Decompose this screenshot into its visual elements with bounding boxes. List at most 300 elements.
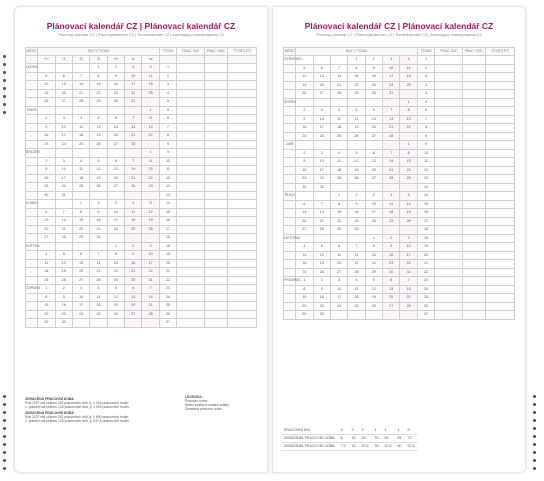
info-hours bbox=[204, 183, 228, 192]
info-days bbox=[435, 209, 463, 218]
day-cell: 8 bbox=[296, 285, 313, 294]
info-days bbox=[177, 89, 205, 98]
info-quarter bbox=[228, 319, 257, 328]
info-days bbox=[177, 81, 205, 90]
day-cell bbox=[330, 311, 347, 320]
day-cell: 3 bbox=[55, 115, 72, 124]
day-cell: 1 bbox=[400, 98, 417, 107]
day-cell: 17 bbox=[383, 73, 400, 82]
info-quarter bbox=[228, 208, 257, 217]
info-quarter bbox=[228, 89, 257, 98]
info-quarter bbox=[486, 141, 515, 150]
info-days bbox=[435, 294, 463, 303]
week-number: 5 bbox=[417, 98, 434, 107]
day-cell: 26 bbox=[90, 183, 107, 192]
week-row bbox=[26, 98, 257, 107]
info-hours bbox=[204, 89, 228, 98]
day-cell bbox=[55, 242, 72, 251]
day-cell: 20 bbox=[55, 89, 72, 98]
left-page-title: Plánovací kalendář CZ | Plánovací kalendář CZ bbox=[46, 21, 236, 31]
day-cell bbox=[348, 183, 365, 192]
header-pracdny: PRAC. DNÍ bbox=[177, 48, 205, 56]
day-cell bbox=[125, 234, 142, 243]
info-quarter bbox=[228, 166, 257, 175]
day-cell: 10 bbox=[55, 123, 72, 132]
info-days bbox=[435, 115, 463, 124]
month-label bbox=[284, 115, 296, 124]
day-cell: 15 bbox=[38, 302, 55, 311]
info-days bbox=[435, 132, 463, 141]
day-cell: 16 bbox=[383, 251, 400, 260]
week-row bbox=[284, 166, 515, 175]
day-cell: 29 bbox=[400, 175, 417, 184]
week-row bbox=[284, 294, 515, 303]
day-cell: 31 bbox=[55, 191, 72, 200]
info-hours bbox=[204, 123, 228, 132]
day-cell: 11 bbox=[383, 200, 400, 209]
info-hours bbox=[462, 294, 486, 303]
day-cell: 17 bbox=[125, 81, 142, 90]
info-days bbox=[435, 260, 463, 269]
day-cell: 8 bbox=[107, 251, 124, 260]
day-cell: 2 bbox=[296, 149, 313, 158]
week-row bbox=[26, 157, 257, 166]
day-cell: 12 bbox=[348, 158, 365, 167]
info-quarter bbox=[228, 157, 257, 166]
week-number: 5 bbox=[159, 106, 176, 115]
day-cell: 5 bbox=[90, 115, 107, 124]
day-cell: 21 bbox=[90, 268, 107, 277]
week-number: 14 bbox=[159, 191, 176, 200]
info-hours bbox=[462, 226, 486, 235]
day-cell: 28 bbox=[313, 226, 330, 235]
week-row bbox=[26, 200, 257, 209]
day-cell: 21 bbox=[125, 174, 142, 183]
day-cell: 21 bbox=[383, 124, 400, 133]
day-cell: 23 bbox=[38, 140, 55, 149]
info-hours bbox=[204, 310, 228, 319]
info-quarter bbox=[486, 192, 515, 201]
day-cell: 19 bbox=[313, 260, 330, 269]
day-cell: 2 bbox=[125, 242, 142, 251]
info-days bbox=[435, 98, 463, 107]
day-cell: 28 bbox=[90, 276, 107, 285]
day-cell: 10 bbox=[365, 200, 382, 209]
week-row bbox=[284, 217, 515, 226]
info-days bbox=[177, 123, 205, 132]
summary-cell: 24 bbox=[359, 435, 372, 443]
day-cell: 1 bbox=[365, 234, 382, 243]
day-cell bbox=[55, 106, 72, 115]
week-number: 18 bbox=[159, 234, 176, 243]
day-cell: 22 bbox=[107, 268, 124, 277]
day-cell: 4 bbox=[296, 243, 313, 252]
right-page bbox=[272, 6, 526, 473]
day-cell: 22 bbox=[365, 260, 382, 269]
day-cell: 25 bbox=[38, 276, 55, 285]
day-cell: 8 bbox=[365, 243, 382, 252]
day-cell: 24 bbox=[313, 175, 330, 184]
day-cell bbox=[330, 56, 347, 65]
day-cell: 2 bbox=[38, 115, 55, 124]
day-cell: 7 bbox=[313, 200, 330, 209]
day-cell: 11 bbox=[142, 72, 159, 81]
day-cell bbox=[55, 200, 72, 209]
dayname: Po bbox=[38, 56, 55, 64]
day-cell: 9 bbox=[296, 158, 313, 167]
day-cell: 29 bbox=[90, 98, 107, 107]
day-cell: 27 bbox=[330, 268, 347, 277]
info-days bbox=[435, 175, 463, 184]
week-row bbox=[284, 234, 515, 243]
day-cell: 11 bbox=[348, 285, 365, 294]
day-cell bbox=[348, 98, 365, 107]
day-cell: 22 bbox=[400, 166, 417, 175]
left-page bbox=[14, 6, 268, 473]
month-label bbox=[284, 175, 296, 184]
day-cell: 19 bbox=[296, 81, 313, 90]
day-cell: 31 bbox=[142, 276, 159, 285]
day-cell: 5 bbox=[38, 72, 55, 81]
day-cell: 5 bbox=[365, 277, 382, 286]
day-cell bbox=[38, 64, 55, 73]
day-cell: 12 bbox=[142, 208, 159, 217]
info-days bbox=[435, 73, 463, 82]
info-hours bbox=[204, 64, 228, 73]
day-cell: 16 bbox=[296, 166, 313, 175]
day-cell bbox=[400, 226, 417, 235]
day-cell bbox=[383, 141, 400, 150]
day-cell bbox=[107, 106, 124, 115]
info-quarter bbox=[486, 98, 515, 107]
day-cell: 6 bbox=[383, 277, 400, 286]
dayname: St bbox=[72, 56, 89, 64]
day-cell: 2 bbox=[348, 192, 365, 201]
day-cell: 25 bbox=[90, 310, 107, 319]
month-label bbox=[26, 276, 38, 285]
month-label bbox=[26, 132, 38, 141]
info-quarter bbox=[486, 217, 515, 226]
info-days bbox=[177, 319, 205, 328]
day-cell: 4 bbox=[72, 115, 89, 124]
month-label: KVĚTEN bbox=[26, 242, 38, 251]
info-days bbox=[177, 72, 205, 81]
day-cell: 9 bbox=[296, 115, 313, 124]
day-cell: 30 bbox=[55, 319, 72, 328]
day-cell: 7 bbox=[383, 149, 400, 158]
month-label bbox=[284, 251, 296, 260]
day-cell: 22 bbox=[72, 225, 89, 234]
week-row bbox=[284, 268, 515, 277]
info-days bbox=[435, 124, 463, 133]
day-cell: 19 bbox=[38, 89, 55, 98]
info-quarter bbox=[486, 175, 515, 184]
header-spacer bbox=[228, 56, 257, 64]
right-page-title: Plánovací kalendář CZ | Plánovací kalendář CZ bbox=[304, 21, 494, 31]
month-label: SRPEN bbox=[284, 98, 296, 107]
day-cell bbox=[365, 311, 382, 320]
day-cell: 11 bbox=[125, 208, 142, 217]
day-cell: 15 bbox=[72, 217, 89, 226]
day-cell: 5 bbox=[55, 251, 72, 260]
info-quarter bbox=[486, 183, 515, 192]
day-cell: 16 bbox=[125, 259, 142, 268]
day-cell: 27 bbox=[313, 90, 330, 99]
info-quarter bbox=[486, 226, 515, 235]
info-quarter bbox=[228, 242, 257, 251]
day-cell: 30 bbox=[348, 226, 365, 235]
week-number: 6 bbox=[159, 115, 176, 124]
week-row bbox=[26, 251, 257, 260]
day-cell: 26 bbox=[348, 132, 365, 141]
month-label bbox=[26, 174, 38, 183]
header-month: MĚSÍC bbox=[26, 48, 38, 56]
info-hours bbox=[204, 132, 228, 141]
day-cell: 23 bbox=[383, 260, 400, 269]
info-hours bbox=[462, 175, 486, 184]
week-number: 22 bbox=[159, 276, 176, 285]
info-days bbox=[435, 217, 463, 226]
legend-item: Zkrácená pracovní doba bbox=[185, 407, 222, 411]
day-cell: 4 bbox=[72, 157, 89, 166]
month-label bbox=[284, 209, 296, 218]
day-cell: 28 bbox=[400, 302, 417, 311]
week-number: 11 bbox=[417, 158, 434, 167]
day-cell: 5 bbox=[90, 157, 107, 166]
day-cell: 7 bbox=[72, 72, 89, 81]
day-cell: 5 bbox=[296, 64, 313, 73]
day-cell: 9 bbox=[107, 72, 124, 81]
day-cell: 5 bbox=[107, 285, 124, 294]
summary-cell: 32 bbox=[372, 435, 382, 443]
day-cell bbox=[330, 141, 347, 150]
day-cell: 23 bbox=[125, 268, 142, 277]
week-number: 13 bbox=[159, 183, 176, 192]
binder-holes-bottom-left bbox=[2, 395, 8, 475]
day-cell: 12 bbox=[55, 259, 72, 268]
right-header-row bbox=[284, 48, 515, 56]
day-cell: 30 bbox=[296, 183, 313, 192]
day-cell: 21 bbox=[383, 166, 400, 175]
week-row bbox=[26, 183, 257, 192]
day-cell: 2 bbox=[107, 64, 124, 73]
binder-holes-top-left bbox=[2, 55, 8, 135]
day-cell: 21 bbox=[400, 294, 417, 303]
day-cell: 10 bbox=[383, 64, 400, 73]
info-days bbox=[177, 140, 205, 149]
week-row bbox=[284, 115, 515, 124]
day-cell bbox=[365, 226, 382, 235]
day-cell: 7 bbox=[125, 157, 142, 166]
day-cell: 23 bbox=[296, 175, 313, 184]
month-label bbox=[284, 217, 296, 226]
info-days bbox=[435, 183, 463, 192]
day-cell bbox=[38, 242, 55, 251]
month-label bbox=[284, 149, 296, 158]
info-quarter bbox=[228, 115, 257, 124]
day-cell: 10 bbox=[125, 72, 142, 81]
summary-cell: 3 bbox=[359, 427, 372, 435]
day-cell: 26 bbox=[313, 268, 330, 277]
header-hodin: PRAC. HOD. bbox=[462, 48, 486, 56]
day-cell: 14 bbox=[383, 115, 400, 124]
summary-cell: 4 bbox=[395, 427, 405, 435]
info-hours bbox=[204, 81, 228, 90]
day-cell: 12 bbox=[38, 81, 55, 90]
day-cell: 8 bbox=[142, 157, 159, 166]
day-cell: 24 bbox=[313, 132, 330, 141]
day-cell: 22 bbox=[348, 81, 365, 90]
day-cell bbox=[313, 56, 330, 65]
week-row bbox=[26, 310, 257, 319]
day-cell bbox=[72, 191, 89, 200]
month-label bbox=[26, 208, 38, 217]
summary-cell: 7,5 bbox=[338, 443, 349, 451]
info-days bbox=[177, 208, 205, 217]
day-cell: 12 bbox=[90, 123, 107, 132]
day-cell: 11 bbox=[296, 251, 313, 260]
day-cell bbox=[107, 319, 124, 328]
info-hours bbox=[204, 191, 228, 200]
info-quarter bbox=[228, 251, 257, 260]
day-cell: 8 bbox=[90, 72, 107, 81]
dayname: Čt bbox=[90, 56, 107, 64]
week-number: 2 bbox=[417, 64, 434, 73]
day-cell: 30 bbox=[90, 234, 107, 243]
day-cell: 7 bbox=[125, 115, 142, 124]
info-quarter bbox=[228, 302, 257, 311]
info-hours bbox=[462, 64, 486, 73]
day-cell: 26 bbox=[142, 225, 159, 234]
week-number: 8 bbox=[417, 124, 434, 133]
week-number: 8 bbox=[159, 132, 176, 141]
day-cell: 15 bbox=[296, 294, 313, 303]
day-cell: 6 bbox=[72, 251, 89, 260]
week-row bbox=[284, 56, 515, 65]
info-hours bbox=[204, 217, 228, 226]
day-cell bbox=[330, 183, 347, 192]
day-cell: 21 bbox=[313, 217, 330, 226]
day-cell bbox=[125, 319, 142, 328]
day-cell: 20 bbox=[107, 132, 124, 141]
dayname: Út bbox=[55, 56, 72, 64]
day-cell: 17 bbox=[313, 124, 330, 133]
month-label bbox=[26, 166, 38, 175]
header-spacer bbox=[26, 56, 38, 64]
day-cell: 25 bbox=[296, 268, 313, 277]
week-row bbox=[26, 242, 257, 251]
day-cell: 22 bbox=[330, 217, 347, 226]
day-cell bbox=[348, 141, 365, 150]
day-cell: 24 bbox=[55, 140, 72, 149]
day-cell bbox=[125, 106, 142, 115]
month-label bbox=[26, 225, 38, 234]
info-hours bbox=[462, 115, 486, 124]
info-hours bbox=[204, 106, 228, 115]
info-quarter bbox=[486, 149, 515, 158]
day-cell: 22 bbox=[142, 174, 159, 183]
day-cell: 13 bbox=[313, 73, 330, 82]
week-row bbox=[26, 276, 257, 285]
day-cell: 29 bbox=[296, 311, 313, 320]
day-cell: 13 bbox=[125, 293, 142, 302]
day-cell: 15 bbox=[400, 115, 417, 124]
day-cell: 26 bbox=[348, 175, 365, 184]
day-cell: 12 bbox=[296, 73, 313, 82]
day-cell: 6 bbox=[296, 200, 313, 209]
day-cell: 3 bbox=[55, 157, 72, 166]
day-cell: 2 bbox=[313, 277, 330, 286]
week-row bbox=[284, 158, 515, 167]
info-quarter bbox=[228, 276, 257, 285]
day-cell: 20 bbox=[296, 217, 313, 226]
day-cell: 9 bbox=[90, 208, 107, 217]
day-cell: 24 bbox=[72, 310, 89, 319]
day-cell: 19 bbox=[348, 166, 365, 175]
header-days: DNY V TÝDNU bbox=[38, 48, 160, 56]
summary-row bbox=[281, 427, 418, 435]
info-hours bbox=[204, 285, 228, 294]
day-cell: 9 bbox=[38, 166, 55, 175]
header-month: MĚSÍC bbox=[284, 48, 296, 56]
info-quarter bbox=[228, 234, 257, 243]
week-number: 7 bbox=[159, 123, 176, 132]
work-summary-table bbox=[281, 427, 418, 451]
day-cell bbox=[400, 311, 417, 320]
day-cell: 27 bbox=[383, 302, 400, 311]
month-label bbox=[26, 234, 38, 243]
info-days bbox=[177, 225, 205, 234]
day-cell bbox=[348, 311, 365, 320]
day-cell: 1 bbox=[90, 64, 107, 73]
week-number: 22 bbox=[417, 268, 434, 277]
header-quarter: ČTVRTLETÍ bbox=[228, 48, 257, 56]
info-hours bbox=[462, 302, 486, 311]
day-cell bbox=[383, 311, 400, 320]
week-number: 4 bbox=[417, 81, 434, 90]
info-quarter bbox=[486, 73, 515, 82]
header-days: DNY V TÝDNU bbox=[296, 48, 418, 56]
day-cell: 18 bbox=[383, 209, 400, 218]
day-cell bbox=[90, 319, 107, 328]
day-cell: 14 bbox=[55, 217, 72, 226]
day-cell: 20 bbox=[365, 166, 382, 175]
notes-line: 1. pololetí má celkem 125 pracovních dnů, tj. 937,5 pracovních hodin. bbox=[25, 419, 130, 423]
week-number: 1 bbox=[417, 56, 434, 65]
info-quarter bbox=[486, 243, 515, 252]
day-cell: 9 bbox=[38, 123, 55, 132]
day-cell: 6 bbox=[38, 208, 55, 217]
month-label bbox=[26, 293, 38, 302]
day-cell: 23 bbox=[296, 132, 313, 141]
info-quarter bbox=[486, 124, 515, 133]
day-cell: 27 bbox=[107, 140, 124, 149]
day-cell bbox=[383, 98, 400, 107]
day-cell: 17 bbox=[313, 166, 330, 175]
day-cell bbox=[142, 191, 159, 200]
info-hours bbox=[204, 157, 228, 166]
info-days bbox=[435, 158, 463, 167]
info-hours bbox=[204, 208, 228, 217]
info-hours bbox=[462, 149, 486, 158]
day-cell bbox=[142, 140, 159, 149]
day-cell: 7 bbox=[383, 107, 400, 116]
week-number: 5 bbox=[417, 90, 434, 99]
day-cell: 4 bbox=[330, 107, 347, 116]
info-days bbox=[177, 251, 205, 260]
day-cell: 30 bbox=[365, 90, 382, 99]
info-quarter bbox=[486, 115, 515, 124]
